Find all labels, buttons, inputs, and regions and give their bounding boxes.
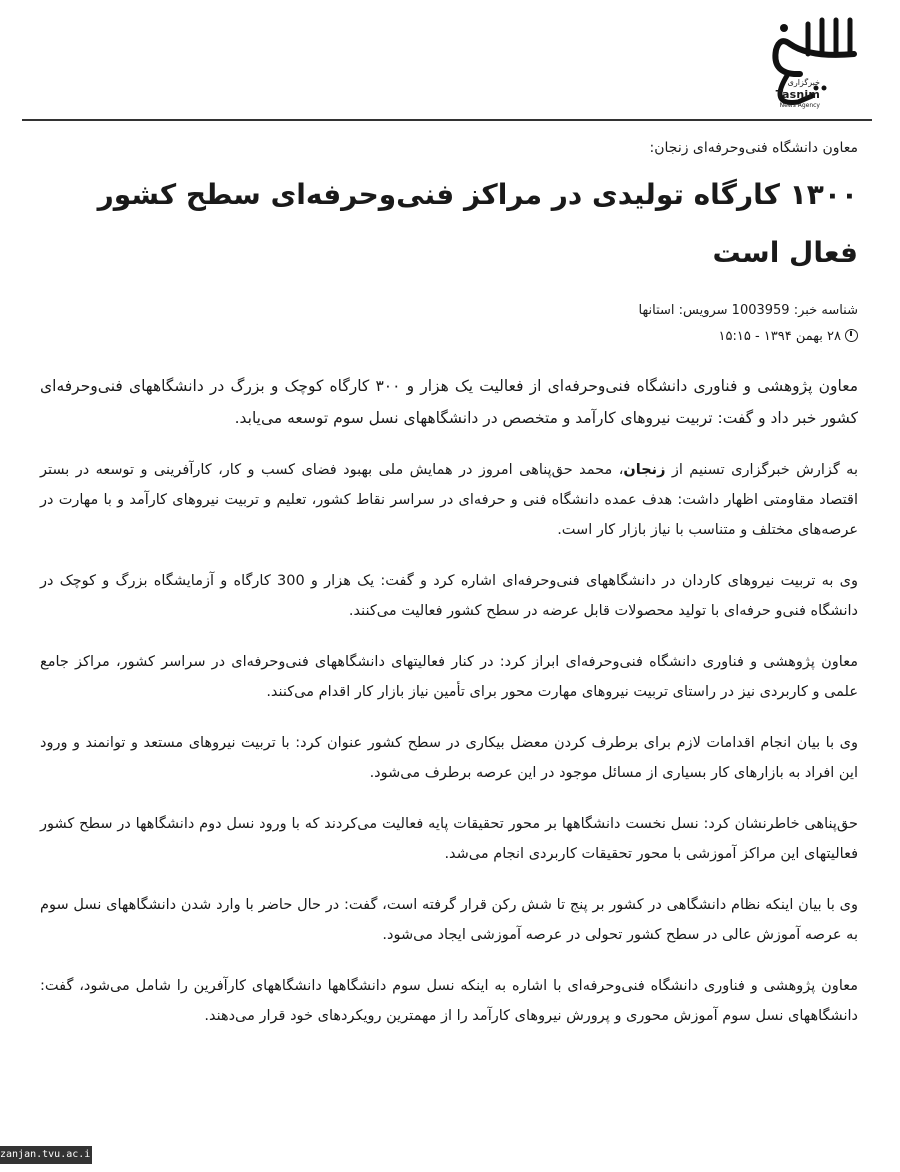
paragraph-2	[40, 455, 858, 545]
paragraph-lead: معاون پژوهشی و فناوری دانشگاه فنی‌وحرفه‌ای از فعالیت یک هزار و ۳۰۰ کارگاه کوچک و بزرگ در دانشگاههای فنی‌وحرفه‌ای کشور خبر داد و گفت: تربیت نیروهای کارآمد و متخصص در دانشگاههای نسل سوم توسعه می‌یابد.	[40, 377, 859, 427]
news-id-service: شناسه خبر: 1003959 سرویس: استانها	[638, 303, 858, 318]
article-title: ۱۳۰۰ کارگاه تولیدی در مراکز فنی‌وحرفه‌ای سطح کشور فعال است	[97, 178, 858, 269]
paragraph-4: معاون پژوهشی و فناوری دانشگاه فنی‌وحرفه‌ای ابراز کرد: در کنار فعالیتهای دانشگاههای فنی‌وحرفه‌ای در سراسر کشور، مراکز جامع علمی و کاربردی نیز در راستای تربیت نیروهای مهارت محور برای تأمین نیاز بازار کار اقدام می‌کنند.	[40, 654, 858, 700]
publish-date-row	[40, 324, 858, 350]
logo-english-name: Tasnim	[775, 88, 820, 101]
tasnim-logo	[730, 14, 860, 109]
paragraph-3: وی به تربیت نیروهای کاردان در دانشگاههای فنی‌وحرفه‌ای اشاره کرد و گفت: یک هزار و 300 کارگاه و آزمایشگاه بزرگ و کوچک در دانشگاه فنی‌و حرفه‌ای با تولید محصولات قابل عرضه در سطح کشور فعالیت می‌کنند.	[40, 573, 859, 619]
paragraph-2-prefix: به گزارش خبرگزاری تسنیم از	[665, 462, 858, 478]
logo-persian-text: خبرگزاری	[787, 78, 820, 87]
logo-english-sub: News Agency	[779, 102, 820, 109]
paragraph-2-rest: توسعه در بستر اقتصاد مقاومتی اظهار داشت: هدف عمده دانشگاه فنی و حرفه‌ای در سراسر نقاط کشور، تعلیم و تربیت نیروهای کارآمد و با مهارت در عرصه‌های مختلف و متناسب با نیاز بازار کار است.	[40, 462, 858, 538]
article	[40, 140, 858, 1052]
article-kicker: معاون دانشگاه فنی‌وحرفه‌ای زنجان:	[649, 140, 858, 156]
header-divider	[22, 119, 872, 121]
publish-date: ۲۸ بهمن ۱۳۹۴ - ۱۵:۱۵	[718, 329, 841, 344]
site-tag: zanjan.tvu.ac.ir	[0, 1146, 92, 1164]
paragraph-5: وی با بیان انجام اقدامات لازم برای برطرف کردن معضل بیکاری در سطح کشور عنوان کرد: با تربیت نیروهای مستعد و توانمند و ورود این افراد به بازارهای کار بسیاری از مسائل موجود در این عرصه برطرف می‌شود.	[40, 735, 858, 781]
paragraph-8: معاون پژوهشی و فناوری دانشگاه فنی‌وحرفه‌ای با اشاره به اینکه نسل سوم دانشگاهها دانشگاههای کارآفرین را شامل می‌شود، گفت: دانشگاههای نسل سوم آموزش محوری و پرورش نیروهای کارآمد را از مهمترین رویکردهای خود قرار می‌دهند.	[40, 978, 858, 1024]
paragraph-7: وی با بیان اینکه نظام دانشگاهی در کشور بر پنج تا شش رکن قرار گرفته است، گفت: در حال حاضر با وارد شدن دانشگاههای نسل سوم به عرصه آموزش عالی در سطح کشور تحولی در عرصه آموزشی ایجاد می‌شود.	[40, 897, 858, 943]
paragraph-2-mid: ، محمد حق‌پناهی امروز در همایش ملی بهبود فضای کسب و کار، کارآفرینی و	[134, 462, 624, 478]
paragraph-6: حق‌پناهی خاطرنشان کرد: نسل نخست دانشگاهها بر محور تحقیقات پایه فعالیت می‌کردند که با ورود نسل دوم دانشگاهها در سطح کشور فعالیتهای این مراکز آموزشی با محور تحقیقات کاربردی انجام می‌شد.	[40, 816, 858, 862]
clock-icon	[845, 329, 858, 342]
article-meta	[40, 298, 858, 350]
paragraph-2-bold: زنجان	[623, 462, 666, 478]
